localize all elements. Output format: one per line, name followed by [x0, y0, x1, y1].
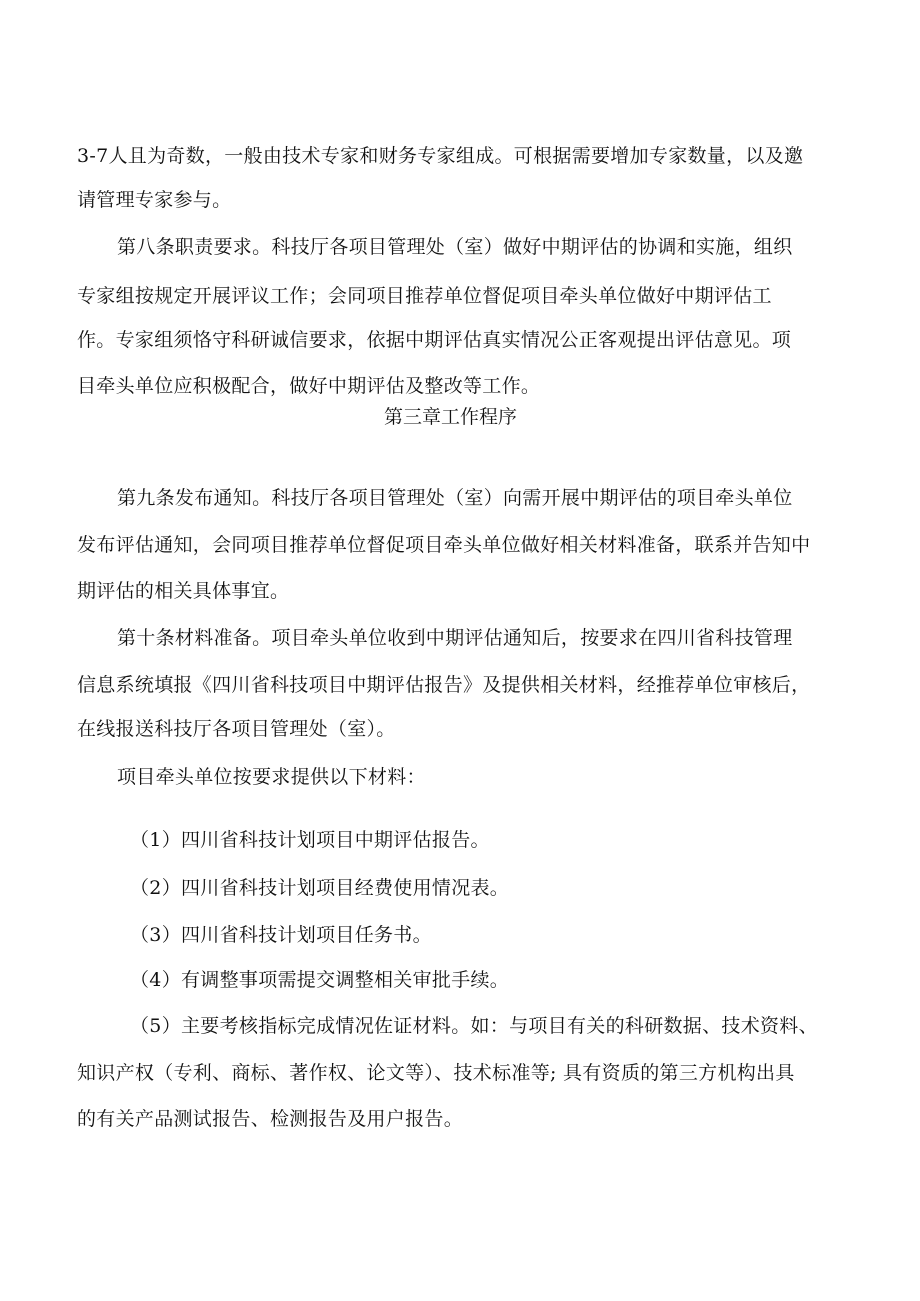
list-item: 知识产权（专利、商标、著作权、论文等）、技术标准等; 具有资质的第三方机构出具 — [77, 1062, 795, 1084]
article-8-line: 作。专家组须恪守科研诚信要求，依据中期评估真实情况公正客观提出评估意见。项 — [77, 329, 792, 351]
list-item: （2）四川省科技计划项目经费使用情况表。 — [130, 877, 510, 899]
paragraph-line: 请管理专家参与。 — [77, 189, 232, 211]
article-8-line: 第八条职责要求。科技厅各项目管理处（室）做好中期评估的协调和实施，组织 — [117, 236, 793, 258]
article-9-line: 第九条发布通知。科技厅各项目管理处（室）向需开展中期评估的项目牵头单位 — [117, 487, 793, 509]
article-10-line: 在线报送科技厅各项目管理处（室）。 — [77, 718, 396, 740]
list-item: （1）四川省科技计划项目中期评估报告。 — [130, 829, 490, 851]
list-item: 的有关产品测试报告、检测报告及用户报告。 — [77, 1108, 464, 1130]
article-10-line: 信息系统填报《四川省科技项目中期评估报告》及提供相关材料，经推荐单位审核后， — [77, 674, 811, 696]
list-item: （4）有调整事项需提交调整相关审批手续。 — [130, 969, 510, 991]
chapter-title: 第三章工作程序 — [384, 406, 518, 428]
article-9-line: 期评估的相关具体事宜。 — [77, 580, 290, 602]
article-8-line: 目牵头单位应积极配合，做好中期评估及整改等工作。 — [77, 375, 541, 397]
article-8-line: 专家组按规定开展评议工作；会同项目推荐单位督促项目牵头单位做好中期评估工 — [77, 285, 772, 307]
paragraph-line: 3-7人且为奇数，一般由技术专家和财务专家组成。可根据需要增加专家数量，以及邀 — [77, 145, 804, 167]
article-9-line: 发布评估通知，会同项目推荐单位督促项目牵头单位做好相关材料准备，联系并告知中 — [77, 534, 811, 556]
materials-intro: 项目牵头单位按要求提供以下材料： — [117, 766, 426, 788]
list-item: （3）四川省科技计划项目任务书。 — [130, 924, 432, 946]
article-10-line: 第十条材料准备。项目牵头单位收到中期评估通知后，按要求在四川省科技管理 — [117, 627, 793, 649]
list-item: （5）主要考核指标完成情况佐证材料。如：与项目有关的科研数据、技术资料、 — [130, 1015, 818, 1037]
